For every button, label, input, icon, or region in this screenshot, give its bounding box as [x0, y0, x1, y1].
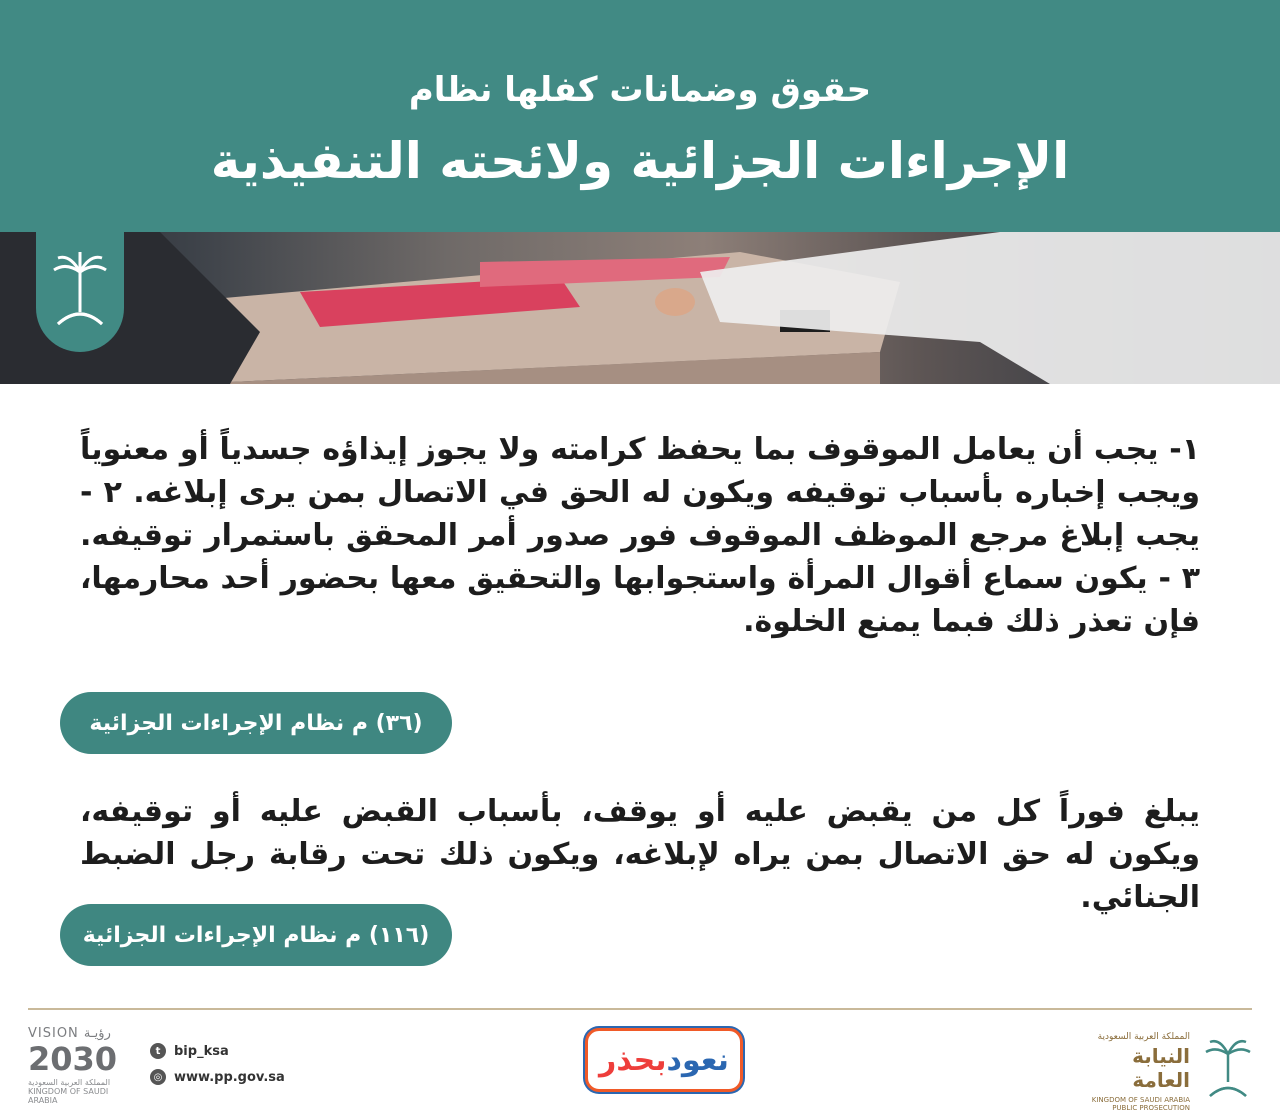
- article-36-reference: (٣٦) م نظام الإجراءات الجزائية: [60, 692, 452, 754]
- website-link[interactable]: [150, 1064, 285, 1090]
- campaign-word-1: نعود: [666, 1042, 729, 1078]
- twitter-link[interactable]: [150, 1038, 285, 1064]
- agency-text: [1070, 1032, 1190, 1112]
- website-url: www.pp.gov.sa: [174, 1069, 285, 1085]
- header-subtitle: حقوق وضمانات كفلها نظام: [408, 70, 872, 110]
- agency-name: النيابة العامة: [1132, 1044, 1190, 1092]
- social-links: [150, 1038, 285, 1090]
- globe-icon: ◎: [150, 1069, 166, 1085]
- footer-divider: [28, 1008, 1252, 1010]
- emblem-badge: [36, 232, 124, 352]
- desk-scene-illustration: [0, 232, 1280, 384]
- rights-paragraph-1: ١- يجب أن يعامل الموقوف بما يحفظ كرامته ولا يجوز إيذاؤه جسدياً أو معنوياً ويجب إخباره بأسباب توقيفه ويكون له الحق في الاتصال بمن يرى إبلاغه. ٢ - يجب إبلاغ مرجع الموظف الموقوف فور صدور أمر المحقق باستمرار توقيفه. ٣ - يكون سماع أقوال المرأة واستجوابها والتحقيق معها بحضور أحد محارمها، فإن تعذر ذلك فبما يمنع الخلوة.: [80, 432, 1200, 639]
- article-116-reference: (١١٦) م نظام الإجراءات الجزائية: [60, 904, 452, 966]
- agency-name-en: KINGDOM OF SAUDI ARABIA PUBLIC PROSECUTION: [1091, 1096, 1190, 1112]
- twitter-icon: t: [150, 1043, 166, 1059]
- campaign-word-2: بحذر: [599, 1042, 667, 1078]
- header-title: الإجراءات الجزائية ولائحته التنفيذية: [210, 132, 1070, 190]
- twitter-handle: bip_ksa: [174, 1043, 229, 1059]
- rights-paragraph-2: يبلغ فوراً كل من يقبض عليه أو يوقف، بأسباب القبض عليه أو توقيفه، ويكون له حق الاتصال بمن يراه لإبلاغه، ويكون ذلك تحت رقابة رجل الضبط الجنائي.: [80, 794, 1200, 915]
- header-photo: [0, 232, 1280, 384]
- vision-caption: المملكة العربية السعودية KINGDOM OF SAUDI ARABIA: [28, 1078, 111, 1105]
- palm-swords-icon: [36, 232, 124, 352]
- public-prosecution-logo: [1068, 1030, 1268, 1112]
- vision-year: 2030: [28, 1040, 118, 1078]
- vision-2030-logo: [28, 1026, 138, 1105]
- campaign-logo: [585, 1028, 743, 1092]
- agency-country: المملكة العربية السعودية: [1097, 1032, 1190, 1042]
- header-banner: [0, 0, 1280, 232]
- vision-label: VISION رؤيـة: [28, 1026, 111, 1041]
- palm-swords-icon: [1198, 1030, 1258, 1106]
